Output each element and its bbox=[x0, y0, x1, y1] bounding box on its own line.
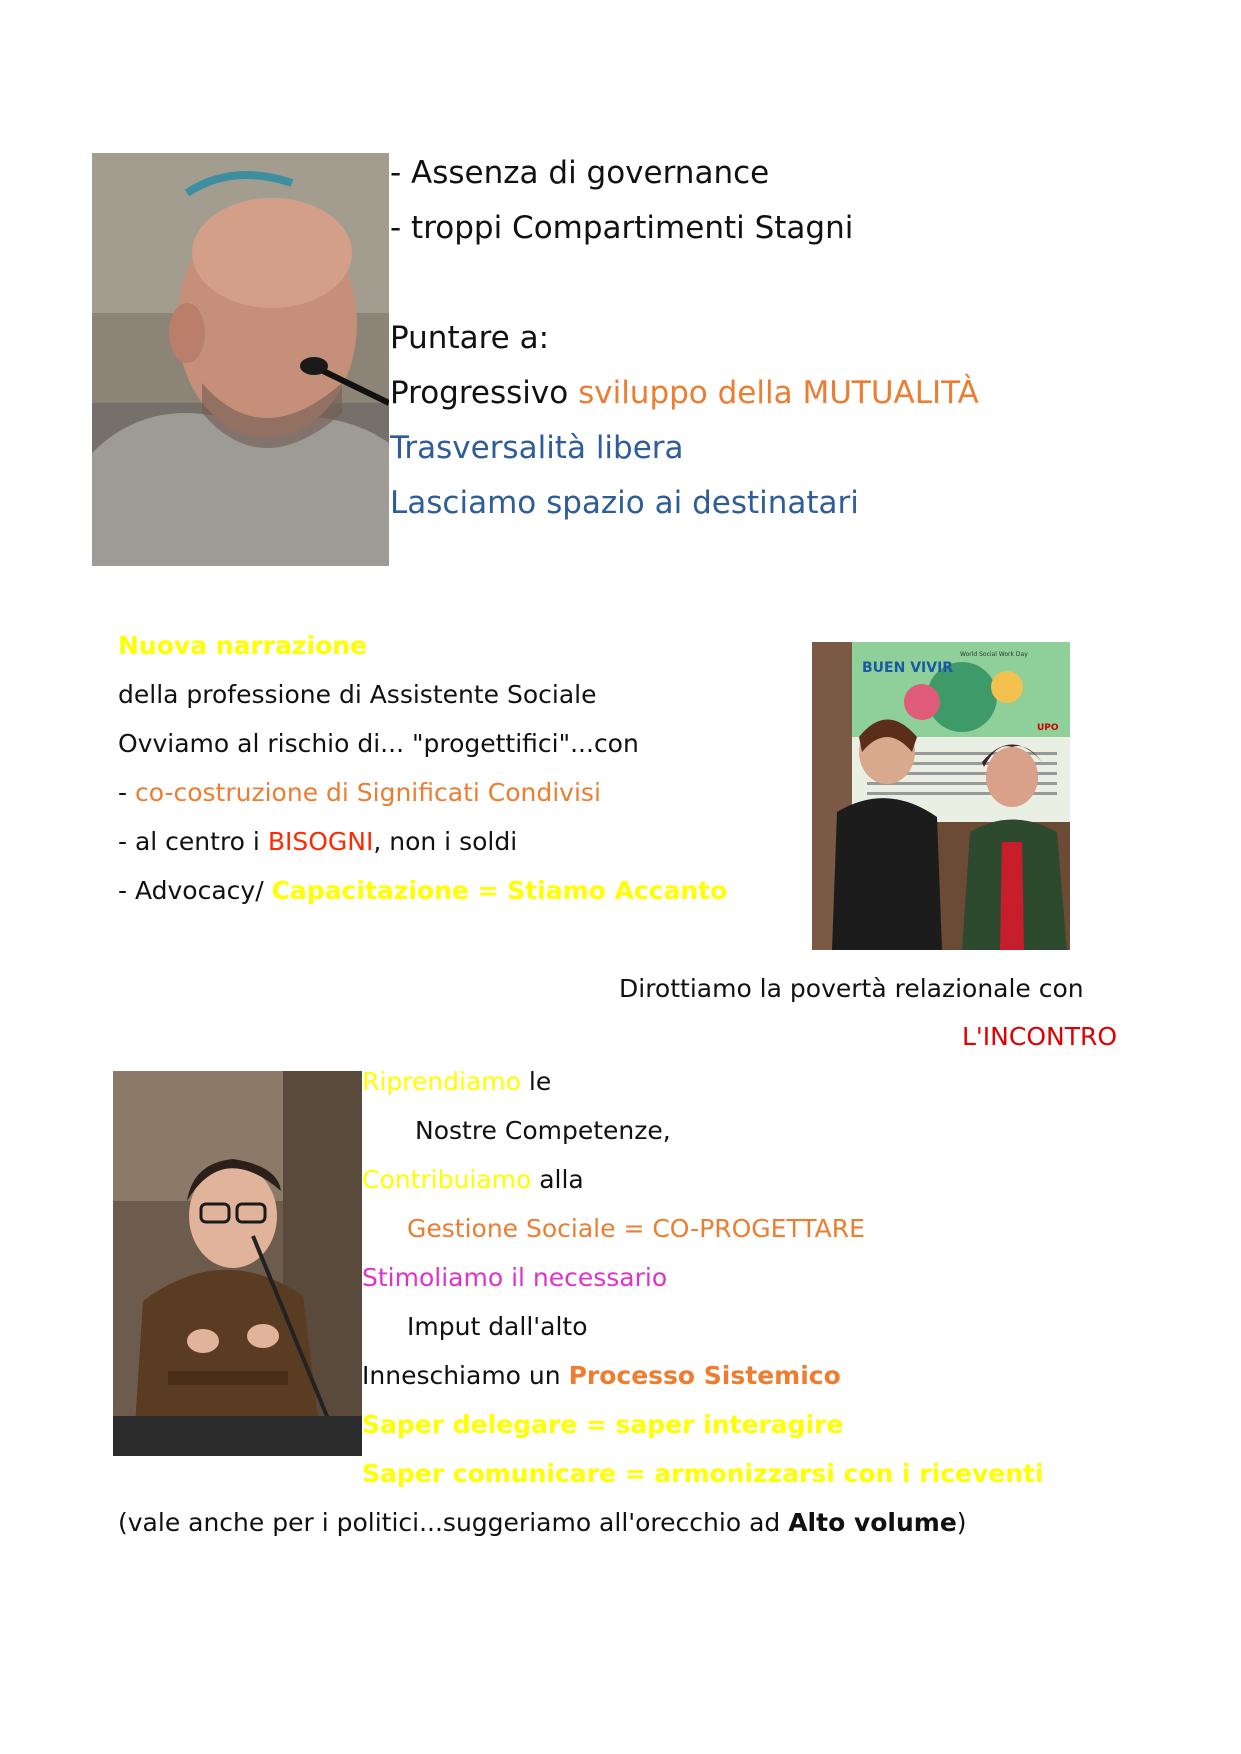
s1-line-lasciamo: Lasciamo spazio ai destinatari bbox=[390, 485, 859, 521]
s2-advocacy-text: - Advocacy/ bbox=[118, 876, 272, 905]
s3-line-riprendiamo bbox=[362, 1065, 551, 1099]
s2-line-professione: della professione di Assistente Sociale bbox=[118, 680, 597, 709]
photo-man-speaking bbox=[92, 153, 389, 566]
s3-close-paren: ) bbox=[956, 1508, 967, 1537]
s3-contribuiamo-text: Contribuiamo bbox=[362, 1165, 532, 1194]
s1-line-compartimenti: - troppi Compartimenti Stagni bbox=[390, 210, 854, 246]
s3-le-text: le bbox=[520, 1067, 552, 1096]
s1-line-progressivo bbox=[390, 373, 979, 413]
s3-alla-text: alla bbox=[531, 1165, 584, 1194]
s2-incontro: L'INCONTRO bbox=[962, 1022, 1118, 1051]
s3-line-delegare: Saper delegare = saper interagire bbox=[362, 1410, 844, 1439]
s1-line-governance: - Assenza di governance bbox=[390, 155, 770, 191]
s3-line-stimoliamo: Stimoliamo il necessario bbox=[362, 1263, 668, 1292]
s3-line-contribuiamo bbox=[362, 1163, 584, 1197]
s2-cocostruzione-text: co-costruzione di Significati Condivisi bbox=[134, 778, 601, 807]
s1-progressivo-text: Progressivo bbox=[390, 375, 579, 411]
s3-line-inneschiamo bbox=[362, 1359, 841, 1393]
s3-inneschiamo-text: Inneschiamo un bbox=[362, 1361, 569, 1390]
photo-two-women-poster bbox=[812, 642, 1070, 950]
s2-soldi-text: , non i soldi bbox=[373, 827, 518, 856]
s2-line-cocostruzione bbox=[118, 776, 601, 810]
s2-line-bisogni bbox=[118, 825, 517, 859]
s1-line-puntare: Puntare a: bbox=[390, 320, 550, 356]
s3-politici-text: (vale anche per i politici...suggeriamo all'orecchio ad bbox=[118, 1508, 789, 1537]
s3-line-politici bbox=[118, 1506, 967, 1540]
poster-title: BUEN VIVIR bbox=[862, 660, 954, 676]
s2-dash: - bbox=[118, 778, 135, 807]
s1-line-trasversalita: Trasversalità libera bbox=[390, 430, 684, 466]
s2-title: Nuova narrazione bbox=[118, 631, 368, 660]
s3-riprendiamo-text: Riprendiamo bbox=[362, 1067, 521, 1096]
s2-capacitazione-text: Capacitazione = Stiamo Accanto bbox=[271, 876, 728, 905]
s2-line-ovviamo: Ovviamo al rischio di... "progettifici"...con bbox=[118, 729, 639, 758]
s2-line-dirottiamo: Dirottiamo la povertà relazionale con bbox=[619, 974, 1084, 1003]
s2-bisogni-text: BISOGNI bbox=[267, 827, 374, 856]
poster-header: World Social Work Day bbox=[960, 651, 1028, 658]
s3-line-comunicare: Saper comunicare = armonizzarsi con i riceventi bbox=[362, 1459, 1044, 1488]
s2-centro-text: - al centro i bbox=[118, 827, 268, 856]
s3-alto-volume-text: Alto volume bbox=[788, 1508, 957, 1537]
s1-mutualita-text: sviluppo della MUTUALITÀ bbox=[578, 375, 979, 411]
s3-line-imput: Imput dall'alto bbox=[407, 1312, 588, 1341]
s3-line-competenze: Nostre Competenze, bbox=[415, 1116, 671, 1145]
s3-processo-text: Processo Sistemico bbox=[568, 1361, 841, 1390]
poster-logo: UPO bbox=[1037, 723, 1059, 733]
photo-woman-presenting bbox=[113, 1071, 362, 1456]
s3-line-gestione: Gestione Sociale = CO-PROGETTARE bbox=[407, 1214, 865, 1243]
s2-line-advocacy bbox=[118, 874, 727, 908]
